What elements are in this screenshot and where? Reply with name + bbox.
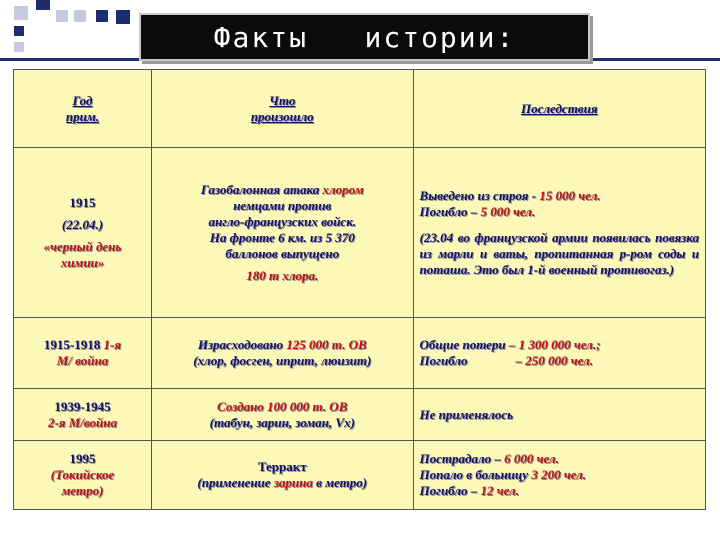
page-title: Факты истории: bbox=[139, 13, 590, 61]
header-what: Что произошло bbox=[151, 70, 413, 148]
history-facts-table bbox=[13, 69, 706, 510]
table-row bbox=[14, 441, 706, 510]
event-cell: Создано 100 000 т. ОВ (табун, зарин, зоман, Vx) bbox=[151, 389, 413, 441]
event-cell: Газобалонная атака хлором немцами против англо-французских войск. На фронте 6 км. из 5 370 баллонов выпущено 180 т хлора. bbox=[151, 148, 413, 318]
table-row bbox=[14, 318, 706, 389]
event-cell: Терракт (применение зарина в метро) bbox=[151, 441, 413, 510]
decor-square-3 bbox=[56, 10, 68, 22]
header-consequences: Последствия bbox=[413, 70, 705, 148]
decor-square-7 bbox=[14, 26, 24, 36]
decor-square-2 bbox=[36, 0, 50, 10]
decor-line-left bbox=[0, 58, 139, 61]
consequences-cell: Пострадало – 6 000 чел. Попало в больницу 3 200 чел. Погибло – 12 чел. bbox=[413, 441, 705, 510]
consequences-cell: Общие потери – 1 300 000 чел.; Погибло – 250 000 чел. bbox=[413, 318, 705, 389]
decor-line-right bbox=[586, 58, 720, 61]
decor-square-1 bbox=[14, 6, 28, 20]
consequences-cell: Выведено из строя - 15 000 чел. Погибло – 5 000 чел. (23.04 во французской армии появилась повязка из марли и ваты, пропитанная р-ром соды и поташа. Это был 1-й военный противогаз.) bbox=[413, 148, 705, 318]
event-cell: Израсходовано 125 000 т. ОВ (хлор, фосген, иприт, люизит) bbox=[151, 318, 413, 389]
gas-mask-note: (23.04 во французской армии появилась повязка из марли и ваты, пропитанная р-ром соды и поташа. Это был 1-й военный противогаз.) bbox=[419, 229, 699, 277]
table-row bbox=[14, 389, 706, 441]
consequences-cell: Не применялось bbox=[413, 389, 705, 441]
year-cell: 1915-1918 1-я М/ война bbox=[14, 318, 152, 389]
decor-square-6 bbox=[116, 10, 130, 24]
decor-square-4 bbox=[74, 10, 86, 22]
decor-square-5 bbox=[96, 10, 108, 22]
year-cell: 1915 (22.04.) «черный день химии» bbox=[14, 148, 152, 318]
header-year: Год прим. bbox=[14, 70, 152, 148]
decor-square-8 bbox=[14, 42, 24, 52]
year-cell: 1995 (Токийское метро) bbox=[14, 441, 152, 510]
table-header-row bbox=[14, 70, 706, 148]
table-row bbox=[14, 148, 706, 318]
year-cell: 1939-1945 2-я М/война bbox=[14, 389, 152, 441]
